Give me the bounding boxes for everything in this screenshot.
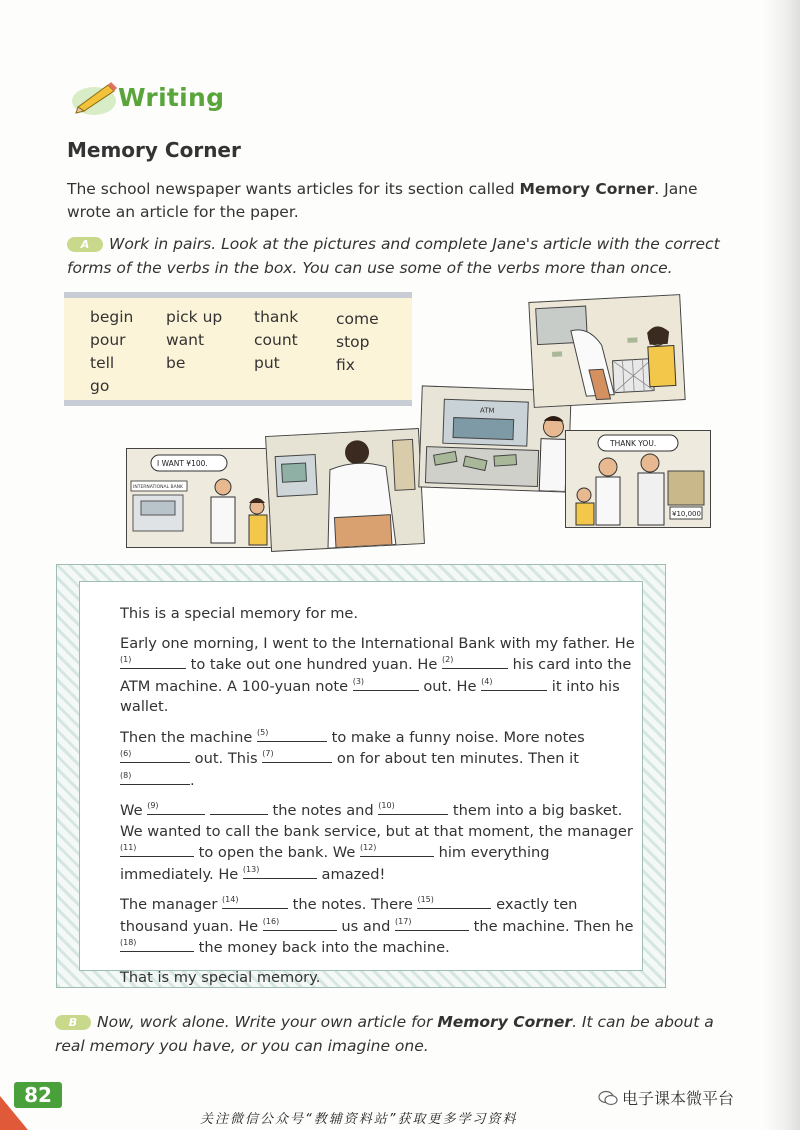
article-text bbox=[120, 604, 640, 997]
answer-blank[interactable]: (16) bbox=[263, 916, 337, 931]
bank-sign: INTERNATIONAL BANK bbox=[133, 485, 183, 490]
bank-illustration bbox=[127, 449, 277, 547]
verb-item: begin bbox=[90, 308, 134, 326]
verb-item: thank bbox=[254, 308, 299, 326]
task-a-instructions: A Work in pairs. Look at the pictures and complete Jane's article with the correct forms of the verbs in the box. You can use some of the verbs more than once. bbox=[67, 235, 720, 277]
article-paragraph: That is my special memory. bbox=[120, 968, 321, 986]
answer-blank[interactable] bbox=[210, 800, 268, 815]
article-paragraph: Then the machine (5) to make a funny noise. More notes (6) out. This (7) on for about ten minutes. Then it (8) . bbox=[120, 727, 585, 789]
comic-panel-4 bbox=[528, 294, 685, 408]
article-panel bbox=[79, 581, 643, 986]
article-frame bbox=[56, 564, 666, 988]
task-a-badge: A bbox=[67, 237, 103, 252]
verb-item: count bbox=[254, 331, 298, 349]
answer-blank[interactable]: (8) bbox=[120, 770, 190, 785]
article-paragraph: Early one morning, I went to the International Bank with my father. He (1) to take out one hundred yuan. He (2) his card into the ATM machine. A 100-yuan note (3) out. He (4) it into his wallet. bbox=[120, 634, 635, 715]
verb-item: go bbox=[90, 377, 110, 395]
answer-blank[interactable]: (7) bbox=[262, 748, 332, 763]
atm-label: ATM bbox=[479, 406, 495, 415]
verb-item: be bbox=[166, 354, 186, 372]
task-b-instructions: B Now, work alone. Write your own article for Memory Corner. It can be about a real memory you have, or you can imagine one. bbox=[55, 1013, 714, 1055]
article-paragraph: This is a special memory for me. bbox=[120, 605, 359, 622]
answer-blank[interactable]: (12) bbox=[360, 842, 434, 857]
answer-blank[interactable]: (15) bbox=[417, 894, 491, 909]
wechat-icon bbox=[598, 1090, 618, 1106]
answer-blank[interactable]: (3) bbox=[353, 676, 419, 691]
answer-blank[interactable]: (14) bbox=[222, 894, 288, 909]
verb-item: pick up bbox=[166, 308, 223, 326]
verb-item: pour bbox=[90, 331, 126, 349]
answer-blank[interactable]: (17) bbox=[395, 916, 469, 931]
verb-item: stop bbox=[336, 333, 370, 351]
verb-item: come bbox=[336, 310, 379, 328]
answer-blank[interactable]: (1) bbox=[120, 654, 186, 669]
thank-you-illustration bbox=[566, 431, 710, 527]
task-b-badge: B bbox=[55, 1015, 91, 1030]
verb-box bbox=[64, 292, 412, 406]
verb-item: tell bbox=[90, 354, 115, 372]
verb-item: fix bbox=[336, 356, 355, 374]
pencil-icon bbox=[70, 77, 122, 117]
page-number: 82 bbox=[14, 1082, 62, 1108]
atm-illustration bbox=[266, 429, 424, 551]
answer-blank[interactable]: (10) bbox=[378, 800, 448, 815]
article-paragraph: The manager (14) the notes. There (15) exactly ten thousand yuan. He (16) us and (17) the machine. Then he (18) the money back into the machine. bbox=[120, 895, 634, 956]
writing-title: Writing bbox=[118, 82, 225, 112]
answer-blank[interactable]: (5) bbox=[257, 727, 327, 742]
writing-heading bbox=[70, 74, 224, 120]
comic-panel-5 bbox=[565, 430, 711, 528]
watermark-text: 电子课本微平台 bbox=[622, 1089, 735, 1108]
answer-blank[interactable]: (6) bbox=[120, 748, 190, 763]
basket-illustration bbox=[529, 295, 684, 407]
answer-blank[interactable]: (11) bbox=[120, 842, 194, 857]
money-label: ¥10,000 bbox=[672, 510, 701, 518]
answer-blank[interactable]: (4) bbox=[481, 676, 547, 691]
page-edge-shadow bbox=[762, 0, 800, 1130]
article-paragraph: We (9) the notes and (10) them into a big basket. We wanted to call the bank service, but at that moment, the manager (11) to open the bank. We (12) him everything immediately. He (13) amazed! bbox=[120, 801, 633, 883]
section-title: Memory Corner bbox=[67, 138, 241, 162]
verb-item: put bbox=[254, 354, 280, 372]
comic-panel-2 bbox=[265, 428, 425, 552]
answer-blank[interactable]: (2) bbox=[442, 654, 508, 669]
answer-blank[interactable]: (18) bbox=[120, 937, 194, 952]
comic-panel-1 bbox=[126, 448, 278, 548]
footer-note: 关注微信公众号“教辅资料站”获取更多学习资料 bbox=[200, 1112, 518, 1127]
speech-bubble-2: THANK YOU. bbox=[610, 439, 657, 448]
answer-blank[interactable]: (13) bbox=[243, 864, 317, 879]
verb-item: want bbox=[166, 331, 205, 349]
answer-blank[interactable]: (9) bbox=[147, 800, 205, 815]
speech-bubble-1: I WANT ¥100. bbox=[157, 459, 208, 468]
watermark bbox=[598, 1086, 734, 1109]
intro-paragraph: The school newspaper wants articles for its section called Memory Corner. Jane wrote an article for the paper. bbox=[67, 180, 698, 221]
